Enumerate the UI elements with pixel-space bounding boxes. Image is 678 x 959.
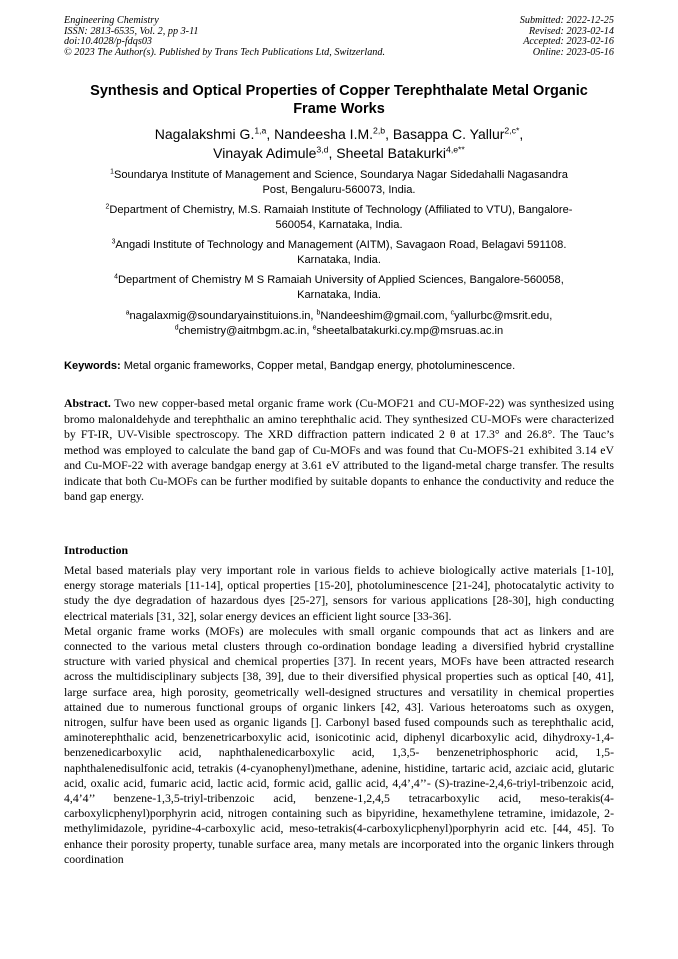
affiliation-num: 1 (110, 168, 114, 176)
affiliation-num: 2 (105, 203, 110, 211)
revised-date: Revised: 2023-02-14 (528, 25, 614, 37)
email-sup: b (316, 309, 321, 317)
affiliation-line-1: Soundarya Institute of Management and Science, Soundarya Nagar Sidedahalli Nagasandra (113, 169, 568, 181)
affiliation-line-2: Karnataka, India. (297, 289, 381, 301)
email-sup: d (174, 324, 179, 332)
copyright-line: © 2023 The Author(s). Published by Trans Tech Publications Ltd, Switzerland. (64, 46, 386, 58)
email-link[interactable]: yallurbc@msrit.edu (454, 310, 550, 322)
affiliation-line-2: Karnataka, India. (297, 254, 381, 266)
email-link[interactable]: nagalaxmig@soundaryainstituions.in (129, 310, 311, 322)
affiliation (64, 273, 614, 303)
author-name: Basappa C. Yallur (392, 126, 505, 142)
affiliation-num: 4 (114, 273, 118, 281)
title-line-1: Synthesis and Optical Properties of Copper Terephthalate Metal Organic (90, 83, 588, 99)
author-name: Vinayak Adimule (213, 145, 317, 161)
introduction-heading: Introduction (64, 543, 129, 557)
author-sup: 1,a (254, 125, 267, 136)
author-name: Sheetal Batakurki (336, 145, 446, 161)
introduction-body (64, 563, 614, 867)
affiliation-line-1: Department of Chemistry M S Ramaiah University of Applied Sciences, Bangalore-560058, (118, 274, 564, 286)
author-sup: 2,c* (504, 125, 520, 136)
journal-info (64, 16, 385, 58)
email-link[interactable]: Nandeeshim@gmail.com (320, 310, 445, 322)
affiliation-line-1: Department of Chemistry, M.S. Ramaiah Institute of Technology (Affiliated to VTU), Bangalore- (109, 204, 573, 216)
email-sup: c (450, 309, 455, 317)
issn-line: ISSN: 2813-6535, Vol. 2, pp 3-11 (64, 25, 199, 37)
email-sup: e (312, 324, 317, 332)
submitted-date: Submitted: 2022-12-25 (519, 15, 614, 26)
author-list (40, 125, 638, 163)
author-name: Nandeesha I.M. (274, 126, 374, 142)
paper-title (56, 82, 622, 118)
affiliation (64, 238, 614, 268)
introduction-paragraph: Metal organic frame works (MOFs) are molecules with small organic compounds that act as linkers and are connected to the various metal clusters through co-ordination bondage leading a diversified hybrid crystalline structure with varied physical and chemical properties [37]. In recent years, MOFs have been attracted research across the multidisciplinary subjects [38, 39], due to their diversified physical properties such as optical [40, 41], large surface area, high porosity, geometrically well-designed structures and versatility in chemical properties attained due to numerous functional groups of organic linkers [42, 43]. Various heteroatoms such as oxygen, nitrogen, sulfur have been used as organic ligands []. Carbonyl based fused compounds such as terephthalic acid, aminoterephthalic acid, benzenetricarboxylic acid, isonicotinic acid, diphenyl dicarboxylic acid, dihydroxy-1,4-benzenedicarboxylic acid, naphthalenedicarboxylic acid, 1,3,5- benzenetriphosphoric acid, 1,5-naphthalenedisulfonic acid, tetrakis (4-cyanophenyl)methane, adenine, histidine, tartaric acid, azciaic acid, glutaric acid, oxalic acid, fumaric acid, lactic acid, formic acid, gallic acid, 4,4’,4’’- (S)-trazine-2,4,6-triyl-tribenzoic acid, 4,4’4’’ benzene-1,3,5-triyl-tribenzoic acid, benzene-1,2,4,5 tetracarboxylic acid, meso-terakis(4-carboxylicphenyl)porphyrin acid, nitrogen containing such as bipyridine, hexamethylene tetramine, imidazole, 2-methylimidazole, pyridine-4-carboxylic acid, meso-tetrakis(4-carboxylicphenyl)porphyrin acid etc. [44, 45]. To enhance their porosity property, tunable surface area, many metals are incorporated into the organic linkers through coordination (64, 623, 614, 866)
affiliation-line-1: Angadi Institute of Technology and Management (AITM), Savagaon Road, Belagavi 591108. (115, 239, 567, 251)
abstract-label: Abstract. (64, 396, 111, 410)
keywords-text: Metal organic frameworks, Copper metal, Bandgap energy, photoluminescence. (120, 360, 516, 372)
email-link[interactable]: sheetalbatakurki.cy.mp@msruas.ac.in (316, 325, 504, 337)
abstract (64, 396, 614, 505)
publication-dates (520, 16, 614, 58)
email-sup: a (125, 309, 130, 317)
author-emails (64, 309, 614, 339)
keywords-label: Keywords: (64, 360, 121, 372)
doi-line: doi:10.4028/p-fdqs03 (64, 36, 153, 48)
author-sup: 4,e** (446, 144, 465, 155)
introduction-paragraph: Metal based materials play very important role in various fields to achieve biologically active materials [1-10], energy storage materials [11-14], optical properties [15-20], photoluminescence [21-24], photocatalytic activity to study the dye degradation of hazardous dyes [25-27], sensors for various applications [28-30], high conducting electrical materials [31, 32], solar energy devices an efficient light source [33-36]. (64, 563, 614, 623)
keywords (64, 359, 624, 374)
affiliation-num: 3 (111, 238, 116, 246)
affiliations (64, 168, 614, 308)
journal-name: Engineering Chemistry (64, 15, 159, 26)
email-line-2: $^d$chemistry@aitmbgm.ac.in, $^e$sheetalbatakurki.cy.mp@msruas.ac.in (174, 324, 504, 337)
email-link[interactable]: chemistry@aitmbgm.ac.in (178, 325, 307, 337)
affiliation (64, 203, 614, 233)
abstract-text: Two new copper-based metal organic frame work (Cu-MOF21 and CU-MOF-22) was synthesized using bromo malonaldehyde and terephthalic an amino terephthalic acid. They synthesized CU-MOFs were characterized by FT-IR, UV-Visible spectroscopy. The XRD diffraction pattern indicated 2 θ at 17.3° and 26.8°. The Tauc’s method was employed to calculate the band gap of Cu-MOFs and was found that Cu-MOFS-21 exhibited 3.14 eV and Cu-MOF-22 with average bandgap energy at 3.61 eV attributed to the ligand-metal charge transfer. The results indicate that both Cu-MOFs can be further modified by suitable dopants to enhance the conductivity and reduce the band gap energy. (64, 396, 614, 503)
author-name: Nagalakshmi G. (154, 126, 255, 142)
affiliation-line-2: Post, Bengaluru-560073, India. (262, 184, 416, 196)
accepted-date: Accepted: 2023-02-16 (523, 36, 614, 48)
author-line-1: Nagalakshmi G.$^{1,a}$, Nandeesha I.M.$^{2,b}$, Basappa C. Yallur$^{2,c*}$, (154, 125, 524, 142)
author-line-2: Vinayak Adimule$^{3,d}$, Sheetal Batakurki$^{4,e**}$ (213, 144, 465, 161)
author-sup: 3,d (316, 144, 329, 155)
email-line-1: $^a$nagalaxmig@soundaryainstituions.in, $^b$Nandeeshim@gmail.com, $^c$yallurbc@msrit.edu, (125, 309, 553, 322)
online-date: Online: 2023-05-16 (532, 46, 614, 58)
title-line-2: Frame Works (293, 101, 385, 117)
affiliation-line-2: 560054, Karnataka, India. (275, 219, 403, 231)
author-sup: 2,b (373, 125, 386, 136)
affiliation (64, 168, 614, 198)
